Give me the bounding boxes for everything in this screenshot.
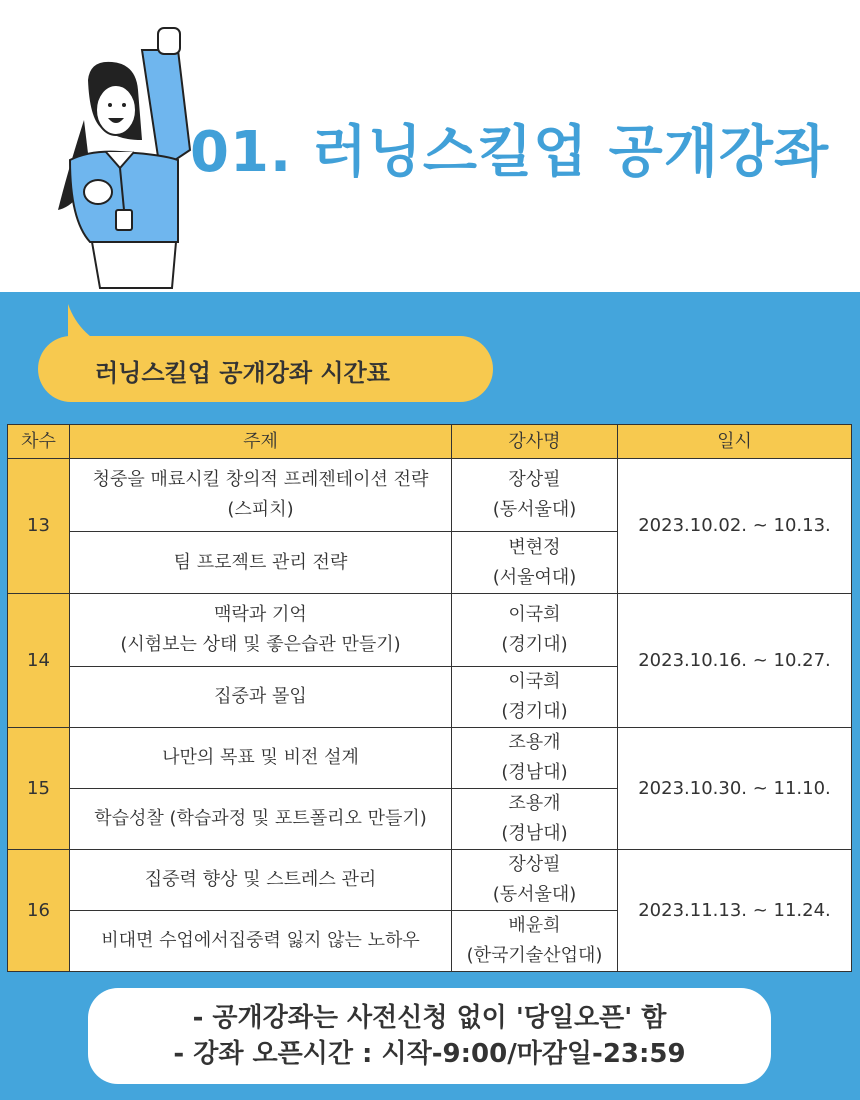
notice-box [88, 988, 771, 1084]
topic-cell: 집중과 몰입 [70, 667, 452, 728]
round-cell: 16 [8, 850, 70, 972]
topic-cell: 집중력 향상 및 스트레스 관리 [70, 850, 452, 911]
period-cell: 2023.10.02. ~ 10.13. [618, 459, 852, 594]
topic-cell: 나만의 목표 및 비전 설계 [70, 728, 452, 789]
instructor-cell: 변현정 (서울여대) [452, 532, 618, 594]
column-header-topic: 주제 [70, 425, 452, 459]
schedule-banner-label: 러닝스킬업 공개강좌 시간표 [95, 359, 390, 387]
notice-line-1: - 공개강좌는 사전신청 없이 '당일오픈' 함 [192, 1003, 667, 1033]
topic-cell: 학습성찰 (학습과정 및 포트폴리오 만들기) [70, 789, 452, 850]
instructor-cell: 조용개 (경남대) [452, 728, 618, 789]
instructor-cell: 이국희 (경기대) [452, 667, 618, 728]
table-row [8, 728, 852, 789]
topic-cell: 비대면 수업에서집중력 잃지 않는 노하우 [70, 911, 452, 972]
header [0, 0, 860, 292]
page-title: 01. 러닝스킬업 공개강좌 [190, 120, 830, 185]
column-header-date: 일시 [618, 425, 852, 459]
column-header-instructor: 강사명 [452, 425, 618, 459]
round-cell: 15 [8, 728, 70, 850]
topic-cell: 팀 프로젝트 관리 전략 [70, 532, 452, 594]
notice-line-2: - 강좌 오픈시간 : 시작-9:00/마감일-23:59 [173, 1039, 686, 1069]
period-cell: 2023.11.13. ~ 11.24. [618, 850, 852, 972]
woman-raising-fist-illustration [50, 20, 200, 290]
table-row [8, 459, 852, 532]
instructor-cell: 이국희 (경기대) [452, 594, 618, 667]
table-header-row [8, 425, 852, 459]
period-cell: 2023.10.16. ~ 10.27. [618, 594, 852, 728]
topic-cell: 맥락과 기억 (시험보는 상태 및 좋은습관 만들기) [70, 594, 452, 667]
instructor-cell: 장상필 (동서울대) [452, 850, 618, 911]
round-cell: 13 [8, 459, 70, 594]
schedule-table [7, 424, 852, 972]
round-cell: 14 [8, 594, 70, 728]
table-row [8, 594, 852, 667]
instructor-cell: 조용개 (경남대) [452, 789, 618, 850]
instructor-cell: 배윤희 (한국기술산업대) [452, 911, 618, 972]
instructor-cell: 장상필 (동서울대) [452, 459, 618, 532]
period-cell: 2023.10.30. ~ 11.10. [618, 728, 852, 850]
topic-cell: 청중을 매료시킬 창의적 프레젠테이션 전략 (스피치) [70, 459, 452, 532]
column-header-round: 차수 [8, 425, 70, 459]
table-row [8, 850, 852, 911]
